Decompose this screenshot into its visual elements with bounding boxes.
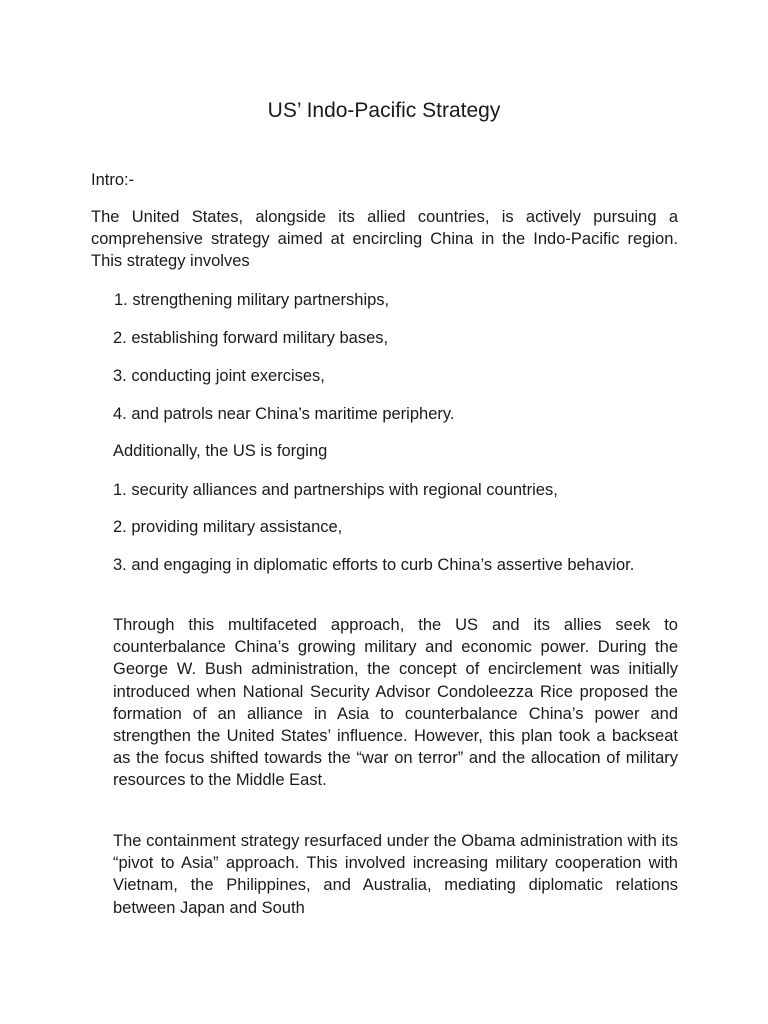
intro-paragraph: The United States, alongside its allied countries, is actively pursuing a comprehensive strategy aimed at encircling China in the Indo-Pacific region. This strategy involves: [91, 208, 678, 271]
forging-list-item: 2. providing military assistance,: [113, 518, 343, 536]
strategy-list-item: 1. strengthening military partnerships,: [114, 291, 390, 309]
strategy-list-item: 4. and patrols near China’s maritime periphery.: [113, 405, 455, 423]
forging-list-item: 1. security alliances and partnerships with regional countries,: [113, 481, 558, 499]
intro-label: Intro:-: [91, 171, 135, 189]
additionally-line: Additionally, the US is forging: [113, 442, 328, 460]
strategy-list-item: 2. establishing forward military bases,: [113, 329, 389, 347]
strategy-list-item: 3. conducting joint exercises,: [113, 367, 325, 385]
document-title: US’ Indo-Pacific Strategy: [267, 99, 501, 122]
body-paragraph: The containment strategy resurfaced under the Obama administration with its “pivot to Asia” approach. This involved increasing military cooperation with Vietnam, the Philippines, and Australia, mediating diplomatic relations between Japan and South: [113, 832, 678, 917]
body-paragraph: Through this multifaceted approach, the US and its allies seek to counterbalance China’s growing military and economic power. During the George W. Bush administration, the concept of encirclement was initially introduced when National Security Advisor Condoleezza Rice proposed the formation of an alliance in Asia to counterbalance China’s power and strengthen the United States’ influence. However, this plan took a backseat as the focus shifted towards the “war on terror” and the allocation of military resources to the Middle East.: [113, 616, 678, 790]
forging-list-item: 3. and engaging in diplomatic efforts to curb China’s assertive behavior.: [113, 556, 635, 574]
